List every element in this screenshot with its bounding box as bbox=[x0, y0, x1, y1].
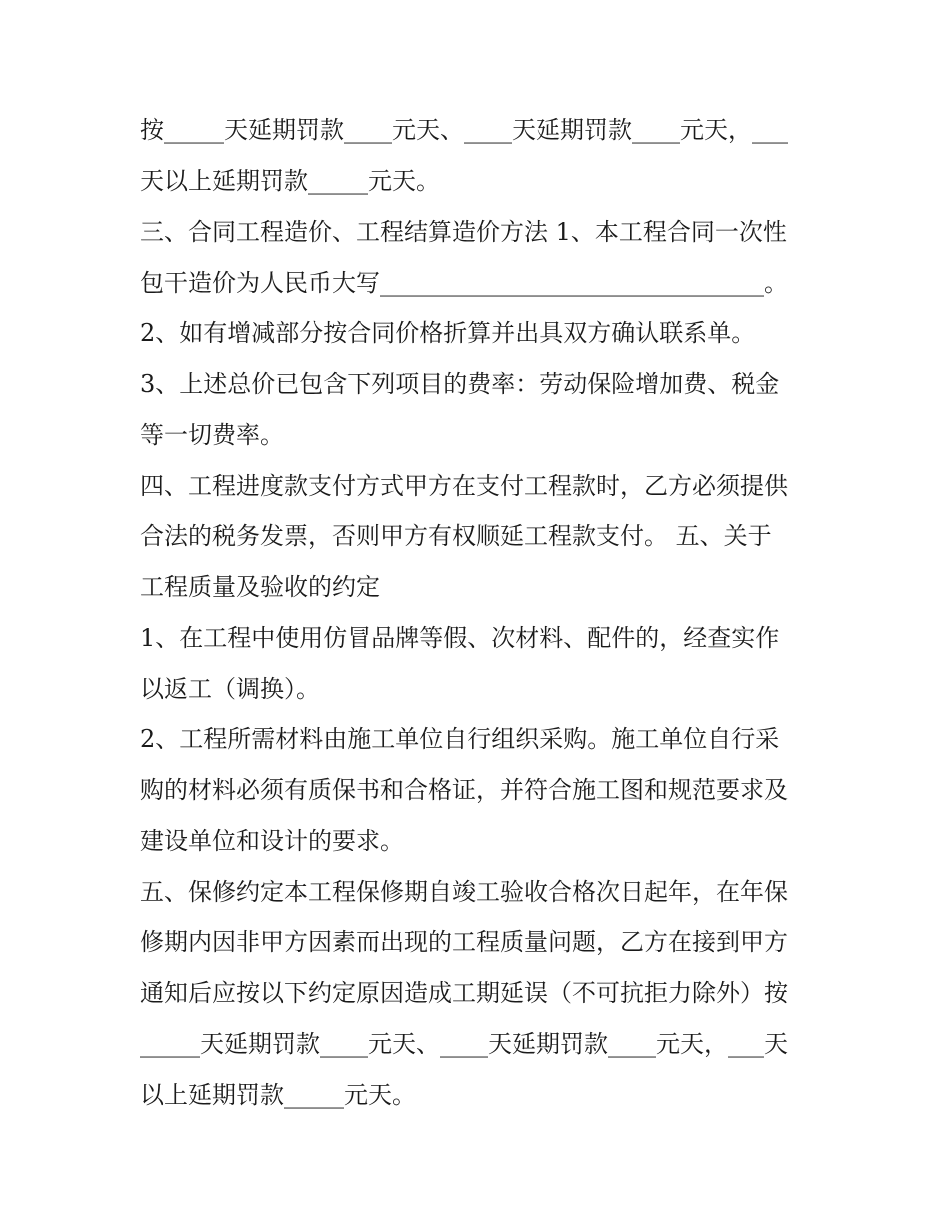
text-line: 通知后应按以下约定原因造成工期延误（不可抗拒力除外）按 bbox=[140, 979, 788, 1007]
text-line: 合法的税务发票，否则甲方有权顺延工程款支付。 五、关于 bbox=[140, 522, 772, 550]
section-heading-line: 三、合同工程造价、工程结算造价方法 1、本工程合同一次性 bbox=[140, 218, 787, 246]
text-line: 以上延期罚款_____元天。 bbox=[140, 1081, 416, 1109]
text-line: 按_____天延期罚款____元天、____天延期罚款____元天，___ bbox=[140, 116, 788, 144]
text-line: 修期内因非甲方因素而出现的工程质量问题，乙方在接到甲方 bbox=[140, 928, 788, 956]
section-heading-line: 四、工程进度款支付方式甲方在支付工程款时，乙方必须提供 bbox=[140, 472, 788, 500]
text-line: 天以上延期罚款_____元天。 bbox=[140, 167, 440, 195]
text-line: 1、在工程中使用仿冒品牌等假、次材料、配件的，经查实作 bbox=[140, 624, 780, 652]
text-line: _____天延期罚款____元天、____天延期罚款____元天，___天 bbox=[140, 1030, 788, 1058]
text-line: 包干造价为人民币大写________________________________。 bbox=[140, 269, 788, 297]
text-line: 购的材料必须有质保书和合格证，并符合施工图和规范要求及 bbox=[140, 776, 788, 804]
section-heading-line: 五、保修约定本工程保修期自竣工验收合格次日起年，在年保 bbox=[140, 878, 788, 906]
text-line: 2、如有增减部分按合同价格折算并出具双方确认联系单。 bbox=[140, 319, 756, 347]
text-line: 3、上述总价已包含下列项目的费率：劳动保险增加费、税金 bbox=[140, 370, 780, 398]
text-line: 2、工程所需材料由施工单位自行组织采购。施工单位自行采 bbox=[140, 725, 780, 753]
text-line: 工程质量及验收的约定 bbox=[140, 573, 380, 601]
text-line: 等一切费率。 bbox=[140, 421, 284, 449]
text-line: 建设单位和设计的要求。 bbox=[140, 827, 404, 855]
text-line: 以返工（调换）。 bbox=[140, 675, 320, 703]
